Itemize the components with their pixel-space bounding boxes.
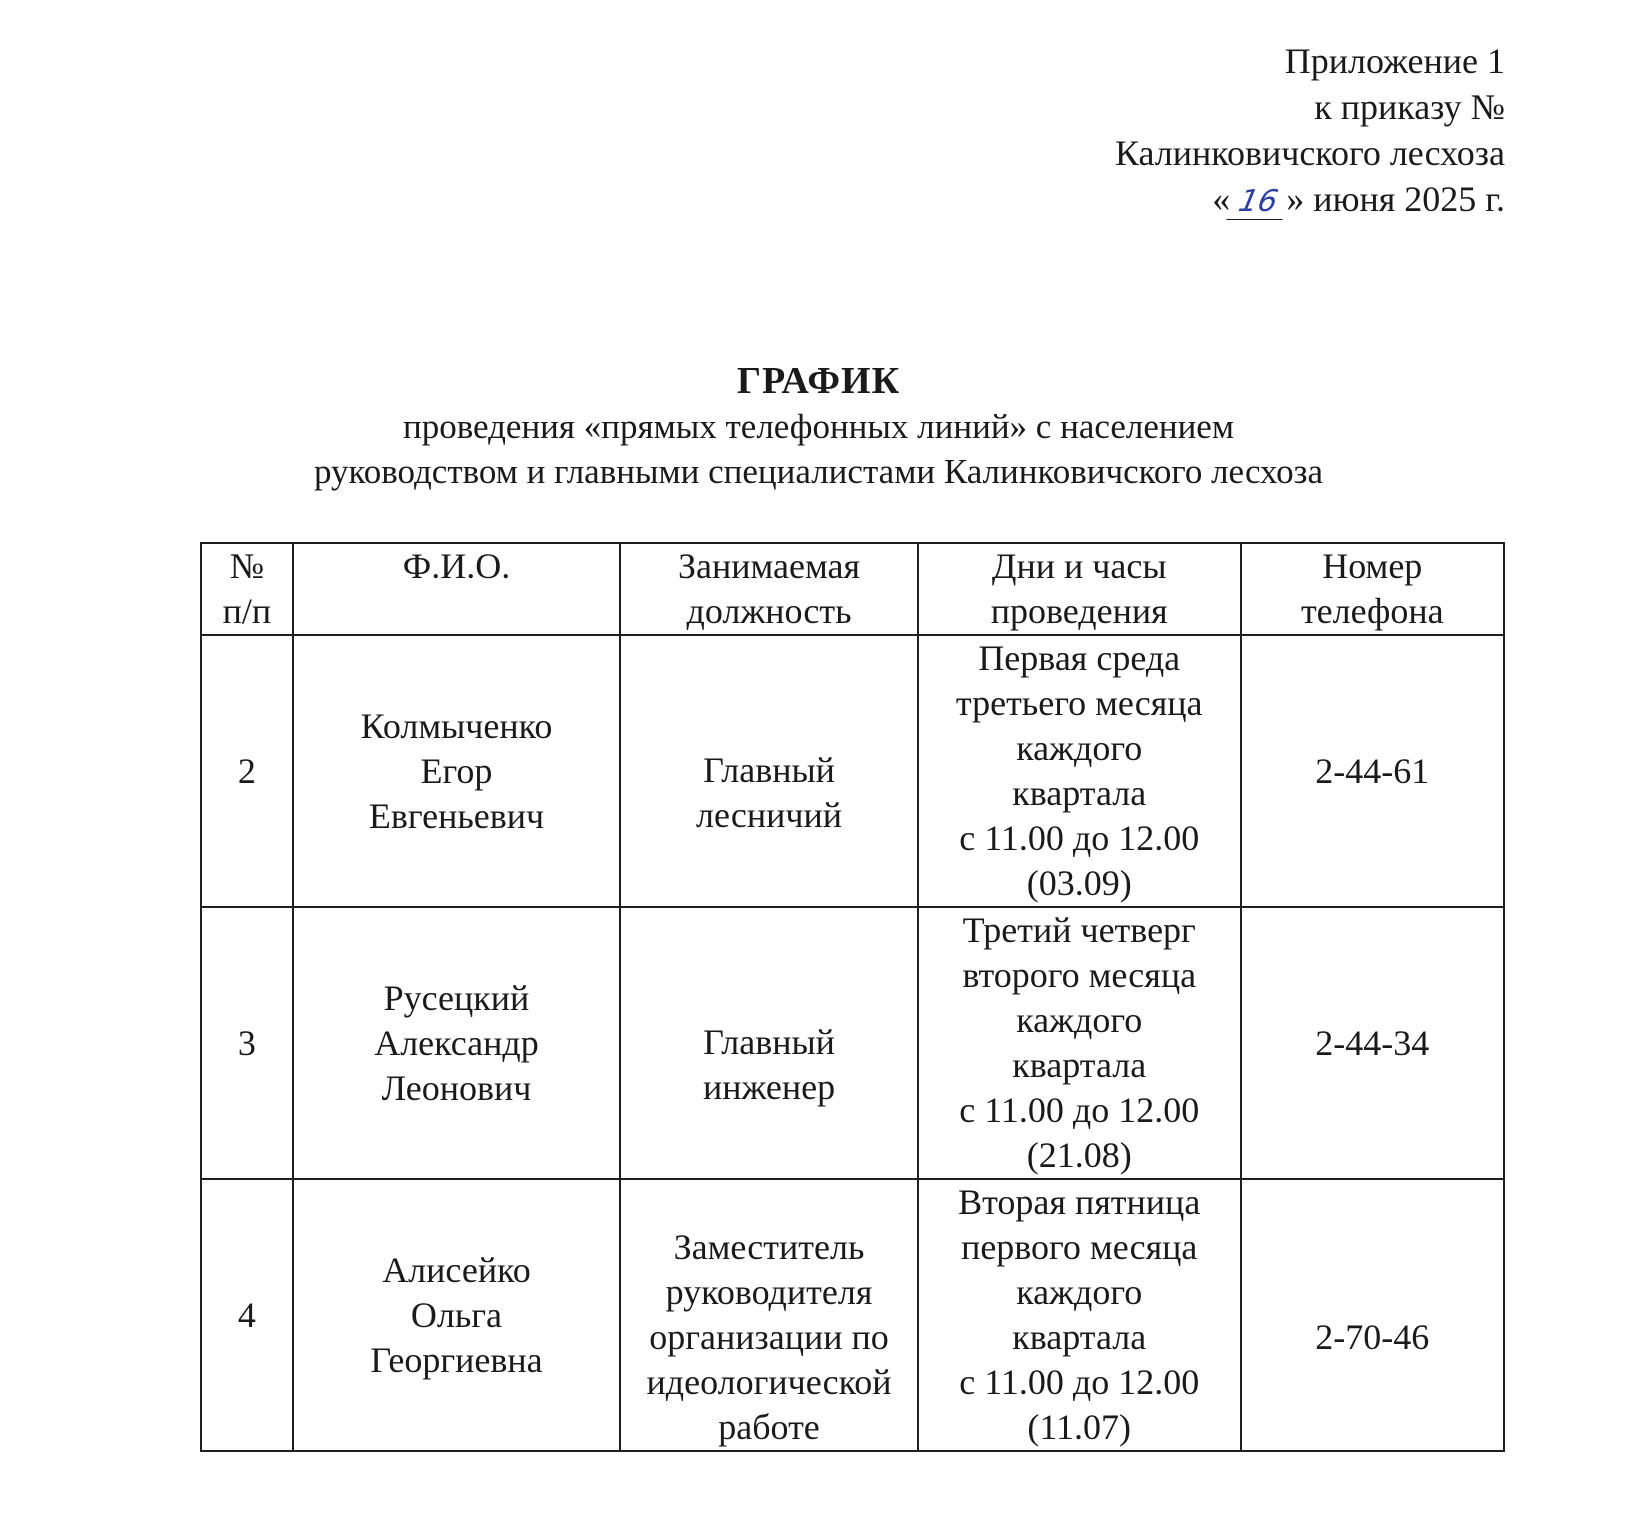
cell-position-line: руководителя <box>665 1272 873 1312</box>
cell-schedule-line: первого месяца <box>961 1227 1198 1267</box>
appendix-header <box>1115 38 1505 222</box>
cell-position <box>620 635 918 907</box>
cell-phone: 2-44-34 <box>1241 907 1504 1179</box>
header-position-line: Занимаемая <box>677 546 861 586</box>
date-prefix: « <box>1212 179 1231 219</box>
cell-name-line: Колмыченко <box>360 705 553 746</box>
cell-schedule-line: третьего месяца <box>955 683 1203 723</box>
cell-schedule-line: с 11.00 до 12.00 <box>959 1090 1200 1130</box>
header-position-line: должность <box>686 591 852 631</box>
appendix-line-1: Приложение 1 <box>1284 41 1505 81</box>
cell-schedule-line: квартала <box>1012 1045 1147 1085</box>
cell-name <box>293 1179 620 1451</box>
cell-position <box>620 907 918 1179</box>
cell-num: 2 <box>201 635 293 907</box>
document-subtitle-line-2: руководством и главными специалистами Калинковичского лесхоза <box>313 452 1324 491</box>
document-subtitle-line-1: проведения «прямых телефонных линий» с населением <box>402 407 1234 446</box>
cell-schedule-line: каждого <box>1016 728 1143 768</box>
table-header-row <box>201 543 1504 635</box>
appendix-line-2: к приказу № <box>1314 87 1505 127</box>
cell-schedule-line: каждого <box>1016 1000 1143 1040</box>
cell-name-line: Леонович <box>381 1067 532 1108</box>
table-row <box>201 635 1504 907</box>
cell-schedule-line: (21.08) <box>1026 1135 1132 1175</box>
cell-num: 4 <box>201 1179 293 1451</box>
appendix-line-3: Калинковичского лесхоза <box>1114 133 1505 173</box>
appendix-date <box>1115 176 1505 222</box>
date-suffix: » июня 2025 г. <box>1286 179 1505 219</box>
cell-phone: 2-70-46 <box>1241 1179 1504 1451</box>
cell-position-line: Главный <box>703 750 835 790</box>
cell-position-line: работе <box>718 1407 820 1447</box>
cell-position-line: лесничий <box>696 795 843 835</box>
header-num-line: № <box>229 546 265 586</box>
cell-schedule-line: Вторая пятница <box>958 1182 1201 1222</box>
cell-position-line: Заместитель <box>673 1227 865 1267</box>
cell-name-line: Ольга <box>410 1294 503 1335</box>
cell-name-line: Александр <box>374 1022 539 1063</box>
cell-name-line: Русецкий <box>383 977 530 1018</box>
cell-schedule-line: квартала <box>1012 1317 1147 1357</box>
cell-position-line: идеологической <box>646 1362 892 1402</box>
cell-schedule-line: с 11.00 до 12.00 <box>959 1362 1200 1402</box>
cell-phone: 2-44-61 <box>1241 635 1504 907</box>
title-block <box>0 358 1637 494</box>
header-phone-line: Номер <box>1322 546 1423 586</box>
cell-schedule-line: (03.09) <box>1026 863 1132 903</box>
handwritten-day: 16 <box>1227 185 1290 220</box>
header-num <box>201 543 293 635</box>
cell-position <box>620 1179 918 1451</box>
document-title: ГРАФИК <box>736 360 901 402</box>
cell-schedule-line: (11.07) <box>1027 1407 1132 1447</box>
cell-name-line: Егор <box>420 750 493 791</box>
cell-schedule-line: Третий четверг <box>962 910 1196 950</box>
cell-name-line: Георгиевна <box>370 1339 543 1380</box>
cell-schedule-line: Первая среда <box>978 638 1181 678</box>
cell-name-line: Евгеньевич <box>368 795 545 836</box>
cell-schedule-line: с 11.00 до 12.00 <box>959 818 1200 858</box>
header-schedule-line: проведения <box>990 591 1168 631</box>
cell-schedule <box>918 635 1241 907</box>
cell-name <box>293 635 620 907</box>
header-num-line: п/п <box>222 591 272 631</box>
schedule-table <box>200 542 1505 1452</box>
cell-num: 3 <box>201 907 293 1179</box>
header-phone-line: телефона <box>1300 591 1444 631</box>
cell-schedule <box>918 1179 1241 1451</box>
cell-position-line: инженер <box>702 1067 836 1107</box>
header-position <box>620 543 918 635</box>
table-row <box>201 907 1504 1179</box>
cell-schedule-line: второго месяца <box>962 955 1197 995</box>
cell-schedule <box>918 907 1241 1179</box>
cell-position-line: организации по <box>649 1317 889 1357</box>
header-schedule-line: Дни и часы <box>991 546 1167 586</box>
header-name <box>293 543 620 635</box>
cell-schedule-line: квартала <box>1012 773 1147 813</box>
header-phone <box>1241 543 1504 635</box>
header-schedule <box>918 543 1241 635</box>
cell-position-line: Главный <box>703 1022 835 1062</box>
cell-schedule-line: каждого <box>1016 1272 1143 1312</box>
table-row <box>201 1179 1504 1451</box>
cell-name-line: Алисейко <box>382 1249 531 1290</box>
header-name-line: Ф.И.О. <box>402 546 511 586</box>
cell-name <box>293 907 620 1179</box>
